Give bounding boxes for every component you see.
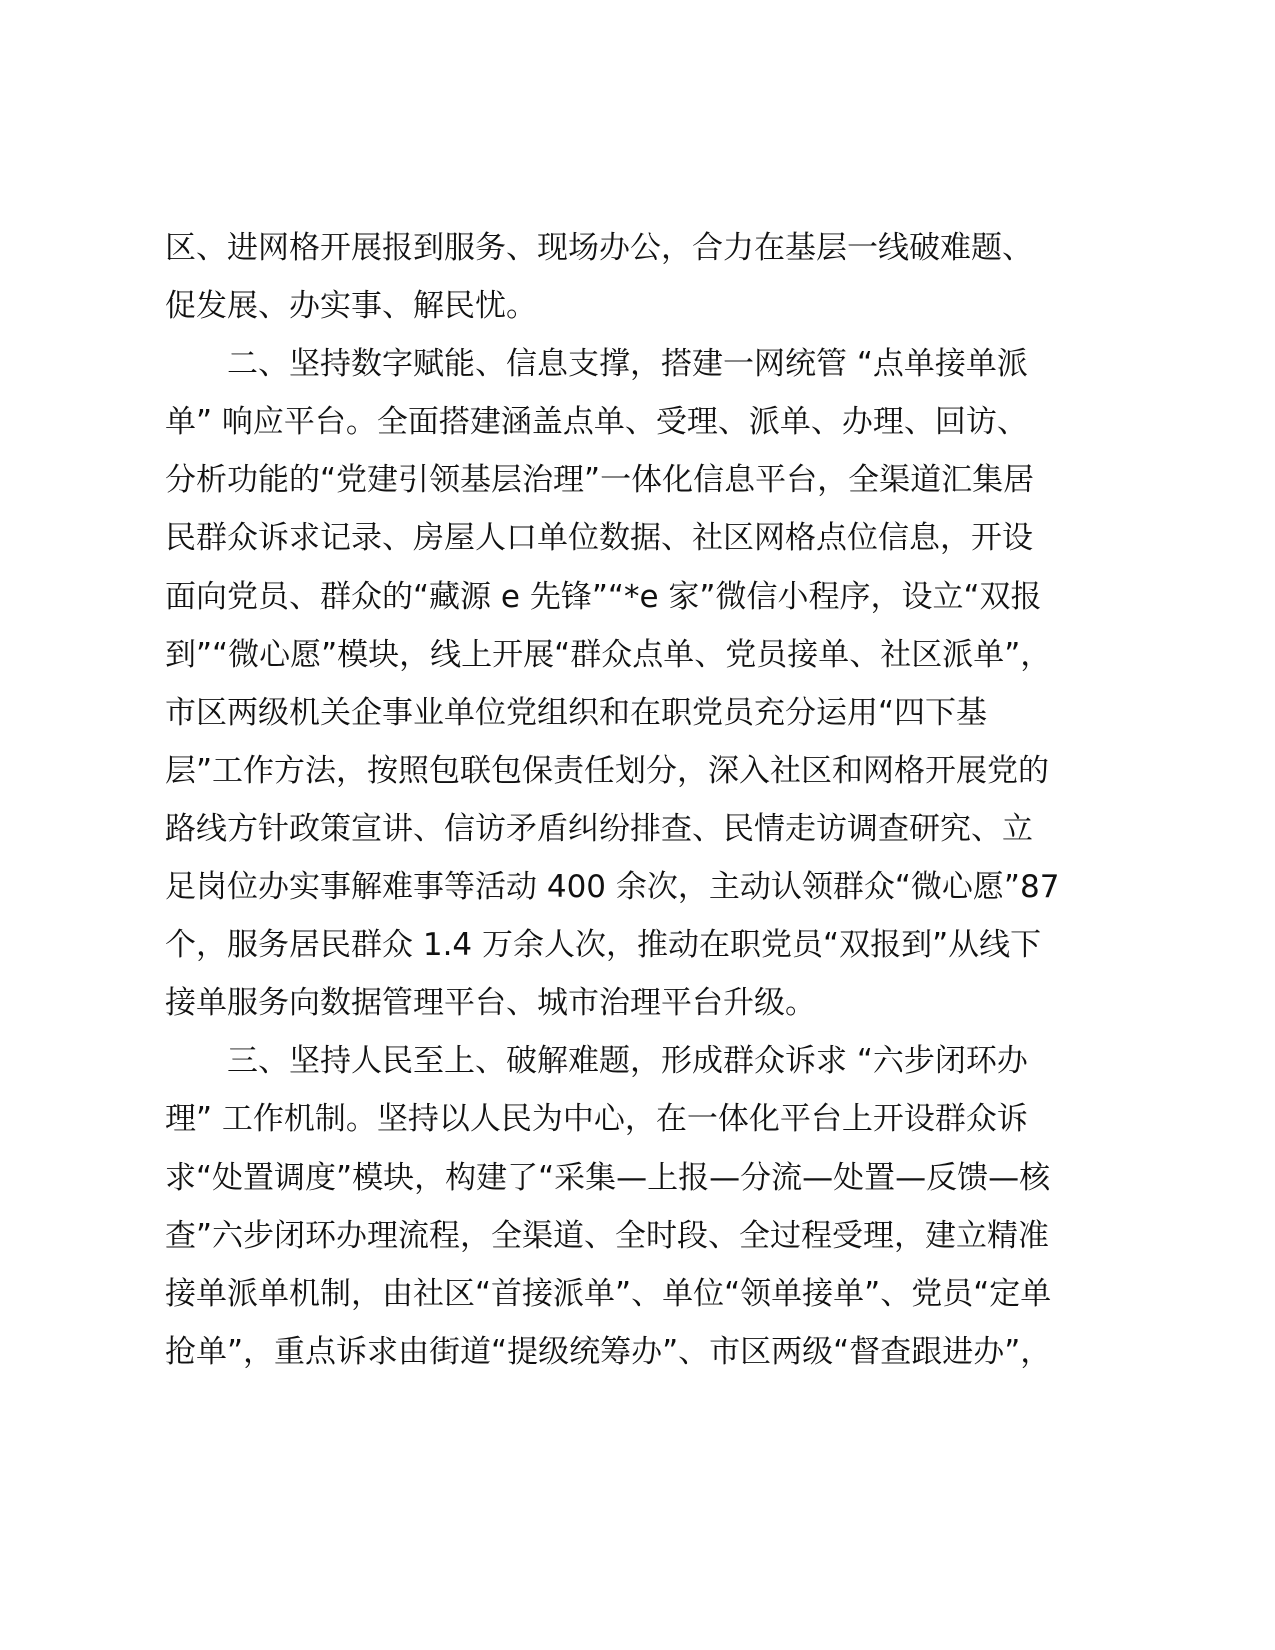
text-line: 个，服务居民群众 1.4 万余人次，推动在职党员“双报到”从线下 — [165, 927, 1042, 964]
text-line: 区、进网格开展报到服务、现场办公，合力在基层一线破难题、 — [165, 230, 1033, 266]
text-line: 市区两级机关企事业单位党组织和在职党员充分运用“四下基 — [165, 694, 988, 731]
text-line: 求“处置调度”模块，构建了“采集—上报—分流—处置—反馈—核 — [165, 1159, 1051, 1196]
text-line: 单” 响应平台。全面搭建涵盖点单、受理、派单、办理、回访、 — [165, 404, 1028, 441]
text-line: 抢单”，重点诉求由街道“提级统筹办”、市区两级“督查跟进办”， — [165, 1333, 1052, 1370]
text-line: 分析功能的“党建引领基层治理”一体化信息平台，全渠道汇集居 — [165, 462, 1035, 499]
text-line: 足岗位办实事解难事等活动 400 余次，主动认领群众“微心愿”87 — [165, 869, 1060, 906]
document-body — [165, 219, 1125, 1381]
text-line: 民群众诉求记录、房屋人口单位数据、社区网格点位信息，开设 — [165, 520, 1033, 557]
text-line: 接单派单机制，由社区“首接派单”、单位“领单接单”、党员“定单 — [165, 1275, 1052, 1312]
text-line: 路线方针政策宣讲、信访矛盾纠纷排查、民情走访调查研究、立 — [165, 810, 1033, 847]
text-line: 理” 工作机制。坚持以人民为中心，在一体化平台上开设群众诉 — [165, 1101, 1028, 1138]
text-line: 层”工作方法，按照包联包保责任划分，深入社区和网格开展党的 — [165, 752, 1050, 789]
text-line: 面向党员、群众的“藏源 e 先锋”“*e 家”微信小程序，设立“双报 — [165, 578, 1042, 615]
section-heading-line: 三、坚持人民至上、破解难题，形成群众诉求 “六步闭环办 — [227, 1043, 1028, 1080]
text-line: 到”“微心愿”模块，线上开展“群众点单、党员接单、社区派单”， — [165, 636, 1052, 673]
text-line: 促发展、办实事、解民忧。 — [165, 288, 537, 325]
section-heading-line: 二、坚持数字赋能、信息支撑，搭建一网统管 “点单接单派 — [227, 346, 1028, 383]
text-line: 接单服务向数据管理平台、城市治理平台升级。 — [165, 985, 816, 1022]
text-line: 查”六步闭环办理流程，全渠道、全时段、全过程受理，建立精准 — [165, 1217, 1050, 1254]
